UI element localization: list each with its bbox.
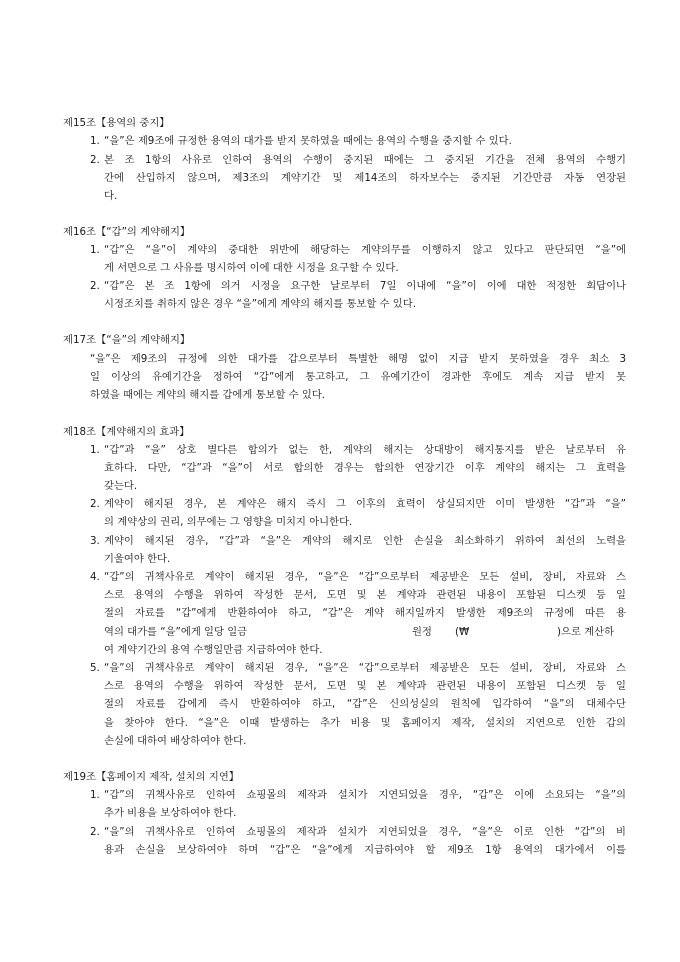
item-text: 기울여야 한다. (104, 553, 171, 565)
item-text: 을 찾아야 한다. “을”은 이때 발생하는 추가 비용 및 홈페이지 제작, 설치의 지연으로 인한 갑의 (104, 717, 626, 729)
item-text: “갑”은 본 조 1항에 의거 시정을 요구한 날로부터 7일 이내에 “을”이 이에 대한 적정한 회답이나 (104, 280, 626, 292)
amount-paren-close: )으로 계산하 (557, 626, 615, 638)
item-number: 2. (90, 498, 100, 510)
item-number: 3. (90, 535, 100, 547)
item-text: 다. (104, 190, 118, 202)
item-text: “을”은 제9조에 규정한 용역의 대가를 받지 못하였을 때에는 용역의 수행을 중지할 수 있다. (104, 135, 512, 147)
paragraph-text: 일 이상의 유예기간을 정하여 “갑”에게 통고하고, 그 유예기간이 경과한 후에도 계속 지급 받지 못 (90, 371, 626, 383)
item-text: 절의 자료를 갑에게 즉시 반환하여야 하고, “갑”은 신의성실의 원칙에 입각하여 “을”의 대체수단 (104, 698, 626, 710)
item-text: 손실에 대하여 배상하여야 한다. (104, 735, 247, 747)
item-text: 계약이 해지된 경우, 본 계약은 해지 즉시 그 이후의 효력이 상실되지만 이미 발생한 “갑”과 “을” (104, 498, 626, 510)
item-number: 2. (90, 280, 100, 292)
item-text: 시정조치를 취하지 않은 경우 “을”에게 계약의 해지를 통보할 수 있다. (104, 298, 416, 310)
article-19-heading: 제19조【홈페이지 제작, 설치의 지연】 (63, 771, 240, 783)
item-number: 5. (90, 662, 100, 674)
item-text: 간에 산입하지 않으며, 제3조의 계약기간 및 제14조의 하자보수는 중지된 기간만큼 자동 연장된 (104, 172, 626, 184)
article-17-heading: 제17조【“을”의 계약해지】 (63, 334, 191, 346)
item-number: 1. (90, 789, 100, 801)
article-16-heading: 제16조【“갑”의 계약해지】 (63, 226, 191, 238)
item-text: “을”의 귀책사유로 인하여 쇼핑몰의 제작과 설치가 지연되었을 경우, “을”은 이로 인한 “갑”의 비 (104, 826, 626, 838)
item-text: 갖는다. (104, 480, 138, 492)
item-text: 스로 용역의 수행을 위하여 작성한 문서, 도면 및 본 계약과 관련된 내용이 포함된 디스켓 등 일 (104, 589, 626, 601)
item-text: 추가 비용을 보상하여야 한다. (104, 807, 237, 819)
item-number: 1. (90, 135, 100, 147)
item-number: 1. (90, 444, 100, 456)
paragraph-text: 하였을 때에는 계약의 해지를 갑에게 통보할 수 있다. (90, 389, 326, 401)
amount-paren-open: (₩ (455, 626, 470, 638)
item-text: 효하다. 다만, “갑”과 “을”이 서로 합의한 경우는 합의한 연장기간 이후 계약의 해지는 그 효력을 (104, 462, 626, 474)
item-text: “갑”은 “을”이 계약의 중대한 위반에 해당하는 계약의무를 이행하지 않고 있다고 판단되면 “을”에 (104, 244, 626, 256)
article-18-heading: 제18조【계약해지의 효과】 (63, 426, 190, 438)
item-text: “을”의 귀책사유로 계약이 해지된 경우, “을”은 “갑”으로부터 제공받은 모든 설비, 장비, 자료와 스 (104, 662, 626, 674)
item-number: 1. (90, 244, 100, 256)
item-text: “갑”의 귀책사유로 인하여 쇼핑몰의 제작과 설치가 지연되었을 경우, “갑”은 이에 소요되는 “을”의 (104, 789, 626, 801)
item-text: 계약이 해지된 경우, “갑”과 “을”은 계약의 해지로 인한 손실을 최소화하기 위하여 최선의 노력을 (104, 535, 626, 547)
article-15-heading: 제15조【용역의 중지】 (63, 117, 170, 129)
item-number: 4. (90, 571, 100, 583)
item-number: 2. (90, 826, 100, 838)
item-text: 스로 용역의 수행을 위하여 작성한 문서, 도면 및 본 계약과 관련된 내용이 포함된 디스켓 등 일 (104, 680, 626, 692)
item-text: 역의 대가를 “을”에게 일당 일금 (104, 626, 248, 638)
item-text: 용과 손실을 보상하여야 하며 “갑”은 “을”에게 지급하여야 할 제9조 1항 용역의 대가에서 이를 (104, 844, 626, 856)
amount-won-label: 원정 (412, 626, 432, 638)
item-number: 2. (90, 154, 100, 166)
paragraph-text: “을”은 제9조의 규정에 의한 대가를 갑으로부터 특별한 해명 없이 지급 받지 못하였을 경우 최소 3 (90, 353, 626, 365)
item-text: 여 계약기간의 용역 수행일만큼 지급하여야 한다. (104, 644, 323, 656)
item-text: 절의 자료를 “갑”에게 반환하여야 하고, “갑”은 계약 해지일까지 발생한 제9조의 규정에 따른 용 (104, 607, 626, 619)
item-text: 게 서면으로 그 사유를 명시하여 이에 대한 시정을 요구할 수 있다. (104, 262, 399, 274)
item-text: “갑”과 “을” 상호 별다른 합의가 없는 한, 계약의 해지는 상대방이 해지통지를 받은 날로부터 유 (104, 444, 626, 456)
item-text: “갑”의 귀책사유로 계약이 해지된 경우, “을”은 “갑”으로부터 제공받은 모든 설비, 장비, 자료와 스 (104, 571, 626, 583)
item-text: 본 조 1항의 사유로 인하여 용역의 수행이 중지된 때에는 그 중지된 기간을 전체 용역의 수행기 (104, 154, 626, 166)
item-text: 의 계약상의 권리, 의무에는 그 영향을 미치지 아니한다. (104, 516, 353, 528)
